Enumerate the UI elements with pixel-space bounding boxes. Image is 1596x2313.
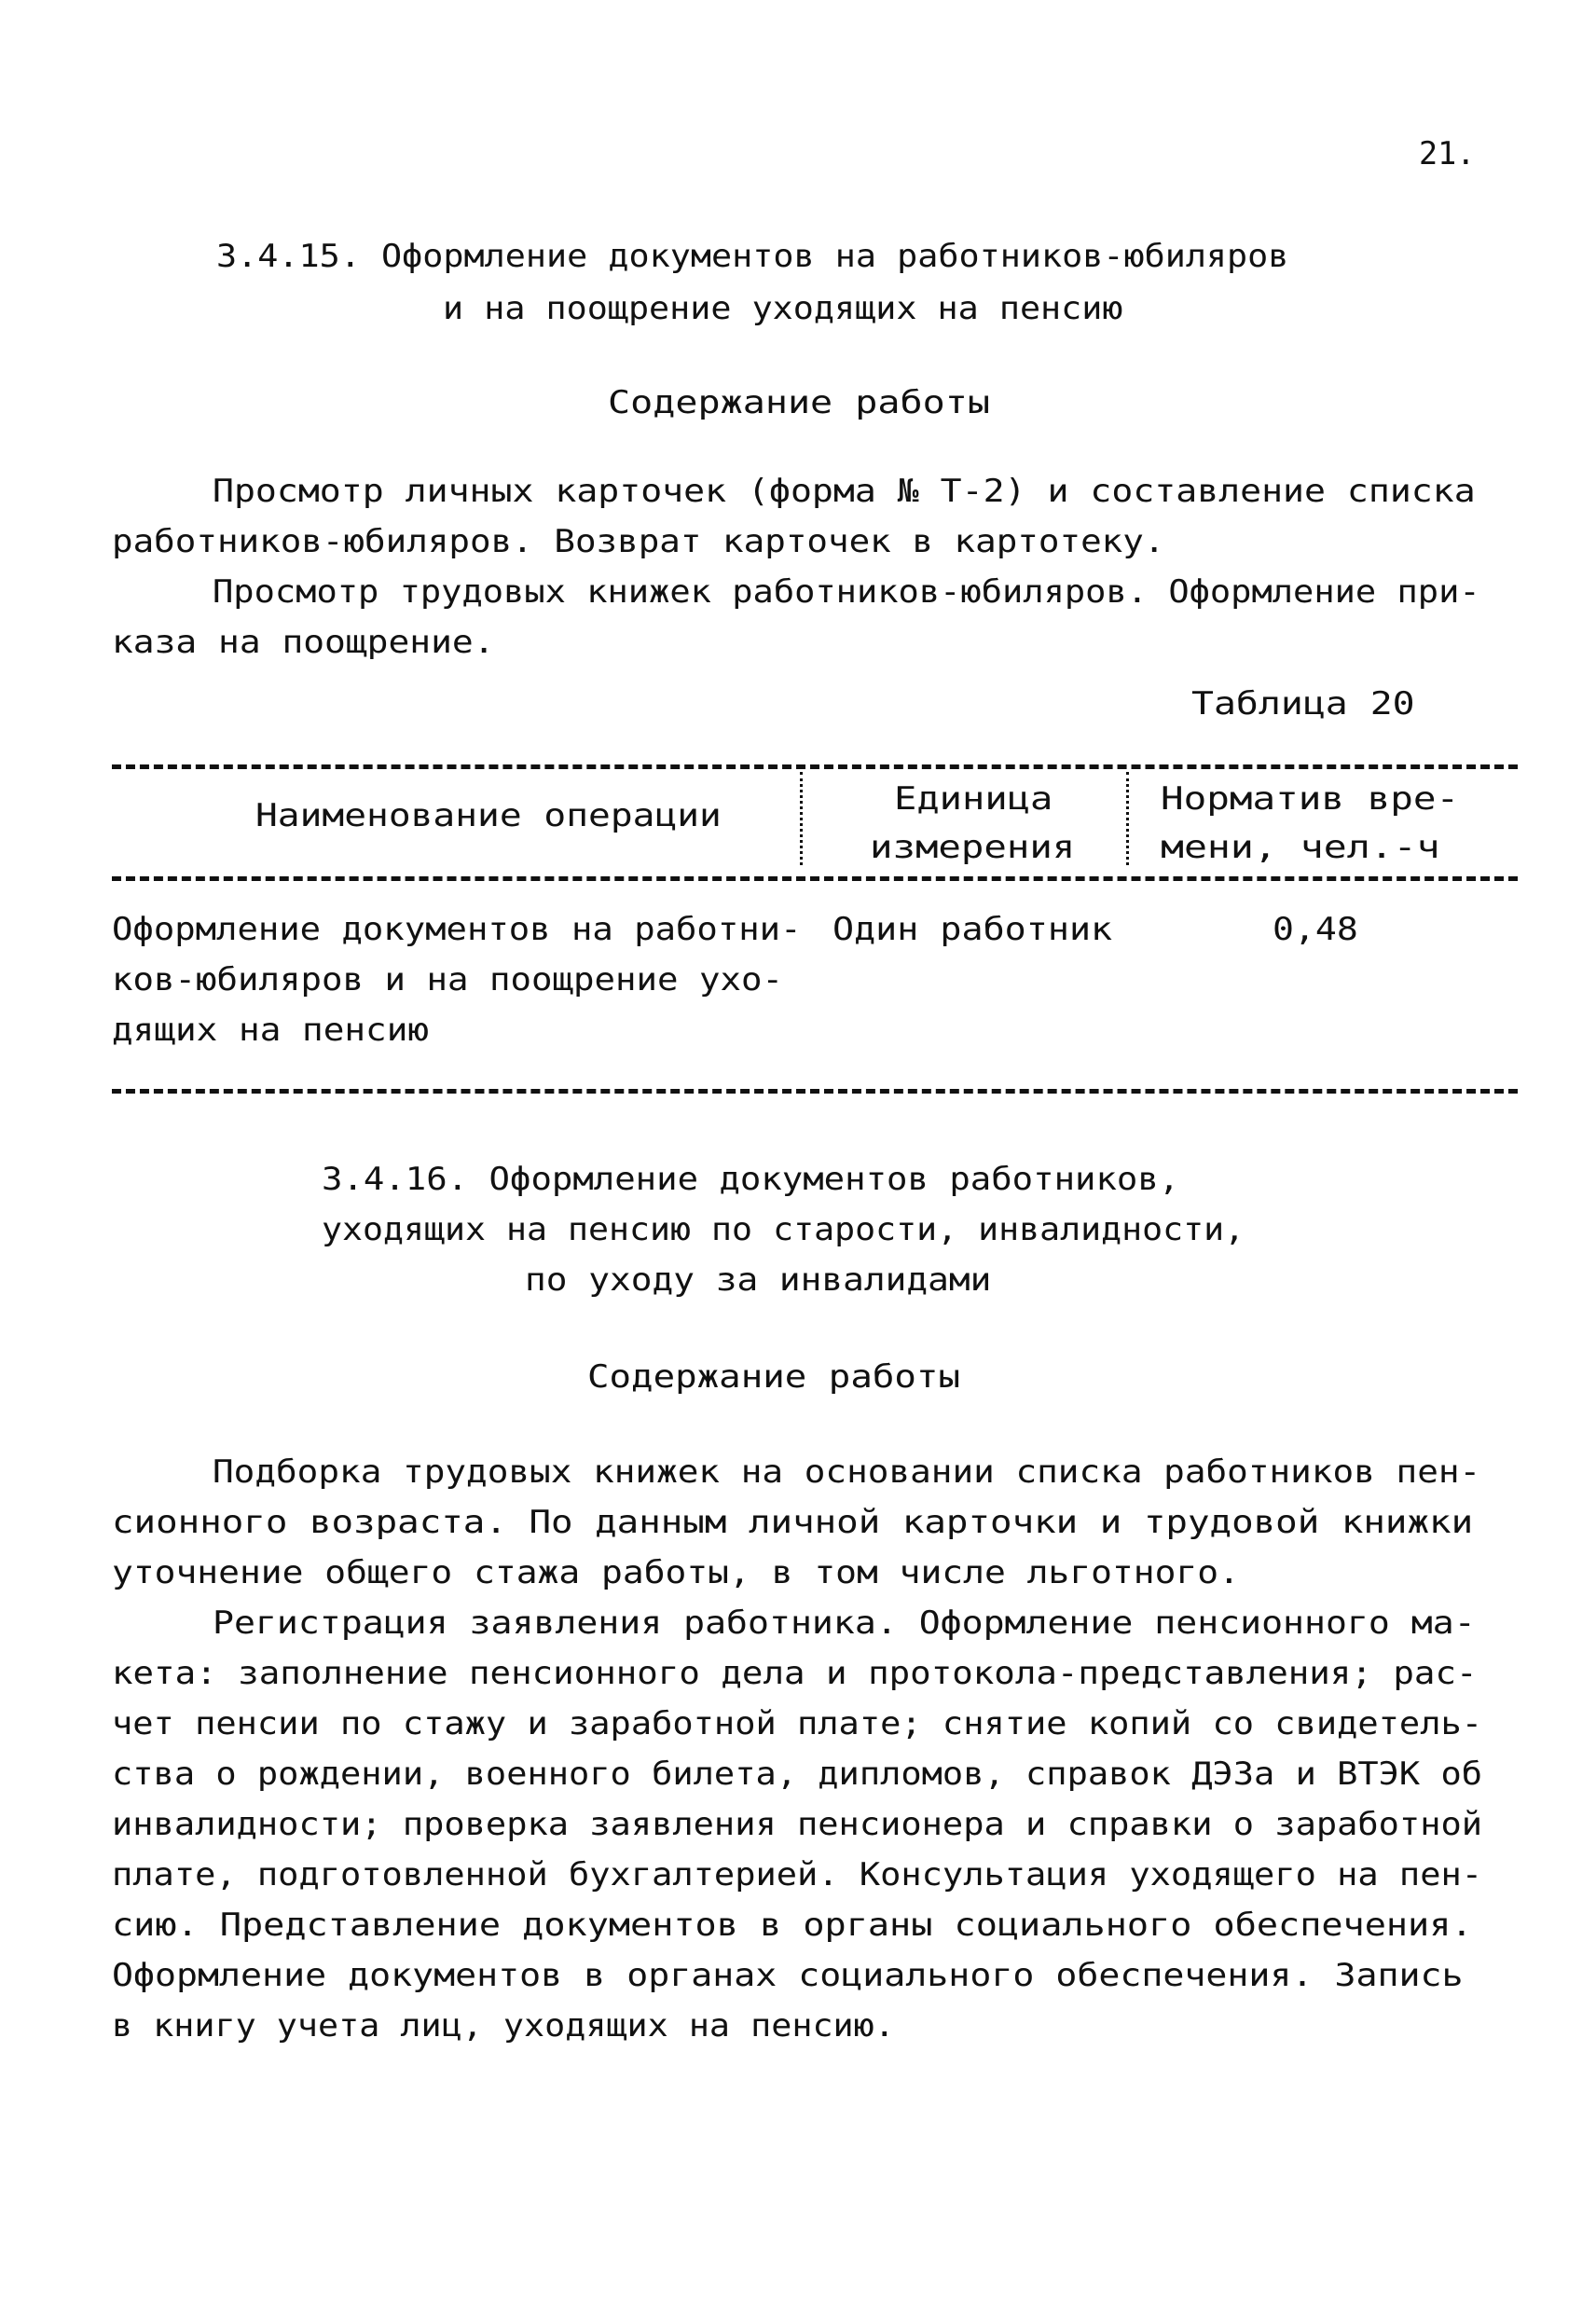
section-16-body-line: уточнение общего стажа работы, в том числе льготного. bbox=[112, 1554, 1240, 1591]
table-row-operation-line-1: Оформление документов на работни- bbox=[112, 911, 802, 948]
section-16-body-line: Подборка трудовых книжек на основании списка работников пен- bbox=[213, 1453, 1481, 1491]
table-column-separator-1 bbox=[800, 772, 803, 865]
section-15-paragraph-1-line-2: работников-юбиляров. Возврат карточек в картотеку. bbox=[112, 523, 1165, 560]
section-16-body-line: сию. Представление документов в органы социального обеспечения. bbox=[112, 1907, 1473, 1944]
section-16-body-line: ства о рождении, военного билета, дипломов, справок ДЭЗа и ВТЭК об bbox=[112, 1755, 1483, 1793]
section-16-body-line: Оформление документов в органах социального обеспечения. Запись bbox=[112, 1957, 1464, 1994]
table-header-unit-line-2: измерения bbox=[870, 829, 1076, 866]
section-16-body-line: кета: заполнение пенсионного дела и протокола-представления; рас- bbox=[112, 1655, 1478, 1692]
table-caption: Таблица 20 bbox=[1191, 685, 1415, 723]
section-16-body-line: в книгу учета лиц, уходящих на пенсию. bbox=[112, 2007, 895, 2045]
section-15-heading-line-2: и на поощрение уходящих на пенсию bbox=[443, 290, 1123, 327]
section-16-body-line: инвалидности; проверка заявления пенсионера и справки о заработной bbox=[112, 1806, 1483, 1843]
section-15-paragraph-2-line-2: каза на поощрение. bbox=[112, 624, 495, 661]
section-15-paragraph-2-line-1: Просмотр трудовых книжек работников-юбиляров. Оформление при- bbox=[213, 573, 1480, 611]
section-16-subheading: Содержание работы bbox=[587, 1358, 960, 1396]
table-top-rule bbox=[112, 764, 1518, 769]
table-row-norm: 0,48 bbox=[1273, 911, 1358, 948]
table-header-unit-line-1: Единица bbox=[894, 780, 1053, 818]
section-15-heading-line-1: 3.4.15. Оформление документов на работников-юбиляров bbox=[216, 238, 1289, 275]
table-header-operation: Наименование операции bbox=[255, 797, 722, 834]
section-15-subheading: Содержание работы bbox=[608, 384, 991, 421]
table-column-separator-2 bbox=[1126, 772, 1129, 865]
section-15-paragraph-1-line-1: Просмотр личных карточек (форма № Т-2) и составление списка bbox=[213, 473, 1476, 510]
table-header-rule bbox=[112, 876, 1518, 881]
table-row-unit: Один работник bbox=[832, 911, 1113, 948]
section-16-body-line: сионного возраста. По данным личной карточки и трудовой книжки bbox=[112, 1504, 1474, 1541]
table-header-norm-line-1: Норматив вре- bbox=[1161, 780, 1460, 818]
section-16-heading-line-3: по уходу за инвалидами bbox=[525, 1261, 992, 1299]
table-row-operation-line-2: ков-юбиляров и на поощрение ухо- bbox=[112, 961, 784, 998]
section-16-body-line: чет пенсии по стажу и заработной плате; снятие копий со свидетель- bbox=[112, 1705, 1483, 1742]
section-16-body-line: плате, подготовленной бухгалтерией. Консультация уходящего на пен- bbox=[112, 1856, 1483, 1893]
section-16-body-line: Регистрация заявления работника. Оформление пенсионного ма- bbox=[213, 1604, 1476, 1642]
table-row-operation-line-3: дящих на пенсию bbox=[112, 1012, 430, 1049]
table-header-norm-line-2: мени, чел.-ч bbox=[1161, 829, 1440, 866]
section-16-heading-line-2: уходящих на пенсию по старости, инвалидности, bbox=[322, 1211, 1245, 1248]
section-16-heading-line-1: 3.4.16. Оформление документов работников, bbox=[322, 1161, 1180, 1198]
page-number: 21. bbox=[1419, 135, 1476, 172]
table-bottom-rule bbox=[112, 1089, 1518, 1094]
